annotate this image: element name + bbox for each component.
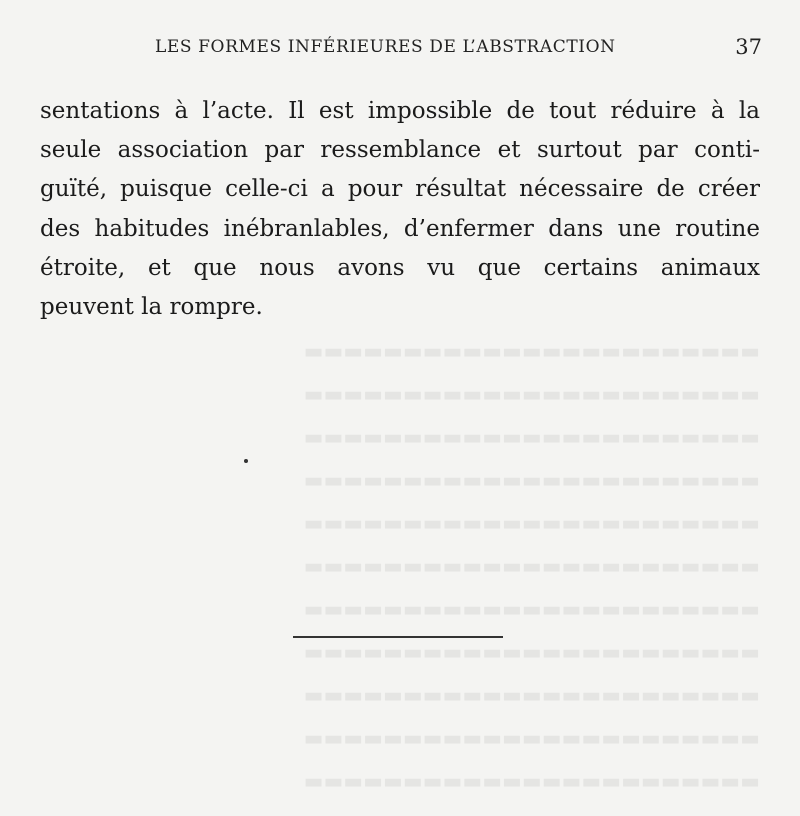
text-line: guïté, puisque celle-ci a pour résultat nécessaire de créer [40, 176, 760, 203]
show-through-texture: ▬▬▬▬▬▬▬▬▬▬▬▬▬▬▬▬▬▬▬▬▬▬▬ ▬▬▬▬▬▬▬▬▬▬▬▬▬▬▬▬▬▬▬▬▬▬▬ ▬▬▬▬▬▬▬▬▬▬▬▬▬▬▬▬▬▬▬▬▬▬▬ ▬▬▬▬▬▬▬▬▬▬▬▬▬▬▬▬▬▬▬▬▬▬▬ ▬▬▬▬▬▬▬▬▬▬▬▬▬▬▬▬▬▬▬▬▬▬▬ ▬▬▬▬▬▬▬▬▬▬▬▬▬▬▬▬▬▬▬▬▬▬▬ ▬▬▬▬▬▬▬▬▬▬▬▬▬▬▬▬▬▬▬▬▬▬▬ ▬▬▬▬▬▬▬▬▬▬▬▬▬▬▬▬▬▬▬▬▬▬▬ ▬▬▬▬▬▬▬▬▬▬▬▬▬▬▬▬▬▬▬▬▬▬▬ ▬▬▬▬▬▬▬▬▬▬▬▬▬▬▬▬▬▬▬▬▬▬▬ ▬▬▬▬▬▬▬▬▬▬▬▬▬▬▬▬▬▬▬▬▬▬▬ [303, 339, 760, 793]
text-line: étroite, et que nous avons vu que certains animaux [40, 254, 760, 281]
ink-speck [244, 459, 248, 463]
text-line: peuvent la rompre. [40, 293, 263, 320]
text-line: seule association par ressemblance et surtout par conti- [40, 137, 760, 164]
text-line: sentations à l’acte. Il est impossible de tout réduire à la [40, 98, 760, 124]
text-line: des habitudes inébranlables, d’enfermer dans une routine [40, 215, 760, 242]
running-header-title: LES FORMES INFÉRIEURES DE L’ABSTRACTION [155, 37, 616, 57]
section-end-rule [293, 636, 503, 638]
body-paragraph [40, 92, 760, 327]
page-number: 37 [735, 35, 762, 59]
